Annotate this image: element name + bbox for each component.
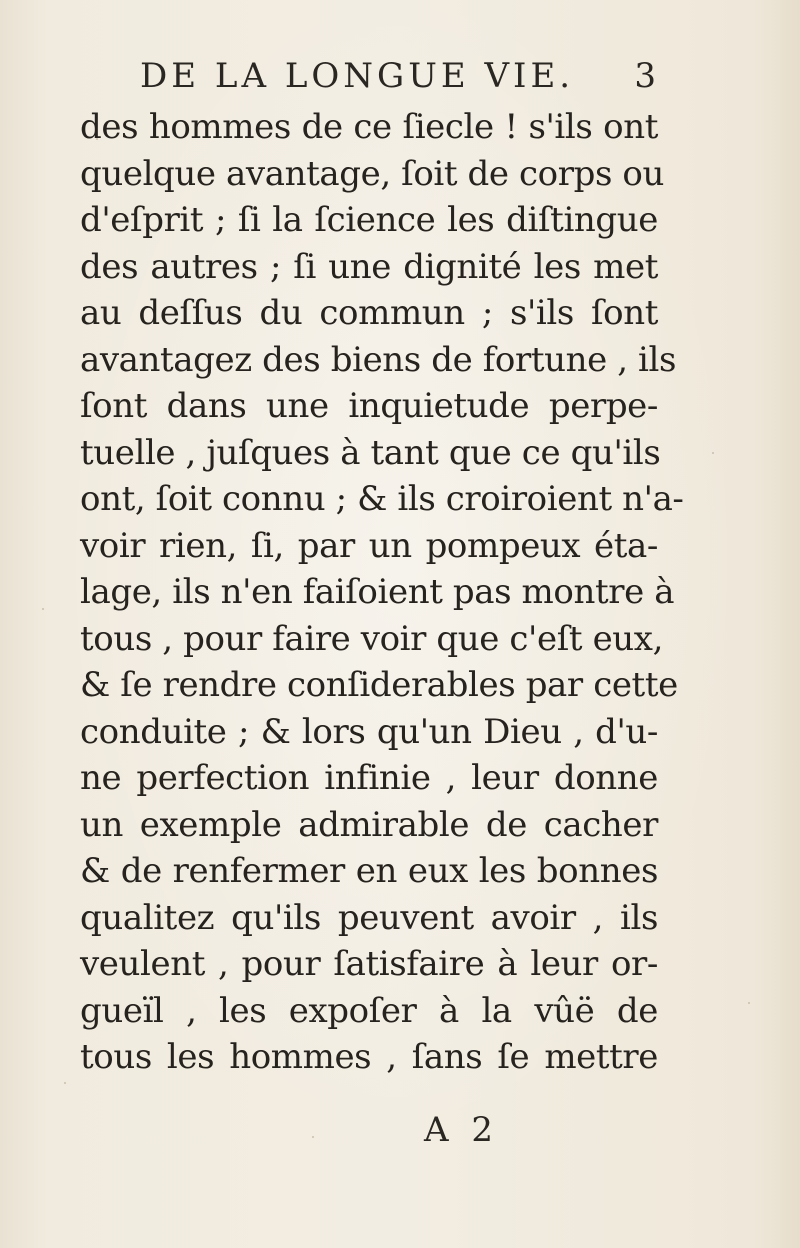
paper-speck: [64, 1082, 66, 1084]
text-line: des autres ; ſi une dignité les met: [80, 246, 658, 287]
text-line: qualitez qu'ils peuvent avoir , ils: [80, 897, 658, 938]
text-line: voir rien, ſi, par un pompeux éta-: [80, 525, 658, 566]
text-line: ſont dans une inquietude perpe-: [80, 386, 658, 426]
text-line: tuelle , juſques à tant que ce qu'ils: [80, 432, 661, 473]
text-line: des hommes de ce ſiecle ! s'ils ont: [80, 107, 658, 147]
text-line: un exemple admirable de cacher: [80, 804, 658, 845]
text-line: lage, ils n'en faiſoient pas montre à: [80, 572, 675, 612]
text-line: veulent , pour ſatisfaire à leur or-: [80, 944, 658, 984]
running-head: [140, 56, 660, 106]
text-line: conduite ; & lors qu'un Dieu , d'u-: [80, 711, 658, 752]
text-line: ne perfection infinie , leur donne: [80, 758, 658, 798]
text-line: tous , pour faire voir que c'eſt eux,: [80, 618, 663, 659]
text-line: gueïl , les expoſer à la vûë de: [80, 990, 658, 1031]
text-line: quelque avantage, ſoit de corps ou: [80, 153, 664, 194]
text-line: au deſſus du commun ; s'ils ſont: [80, 293, 658, 333]
text-line: tous les hommes , ſans ſe mettre: [80, 1037, 658, 1077]
paper-speck: [42, 608, 44, 610]
text-line: & de renfermer en eux les bonnes: [80, 851, 658, 891]
text-line: & ſe rendre conſiderables par cette: [80, 665, 678, 705]
signature-mark: A 2: [424, 1110, 499, 1150]
text-line: avantagez des biens de fortune , ils: [80, 339, 677, 380]
running-head-title: DE LA LONGUE VIE.: [140, 56, 575, 96]
paper-speck: [748, 1002, 750, 1004]
text-line: ont, ſoit connu ; & ils croiroient n'a-: [80, 479, 684, 519]
text-line: d'eſprit ; ſi la ſcience les diſtingue: [80, 200, 658, 240]
paper-speck: [712, 452, 714, 454]
paper-speck: [312, 1136, 314, 1138]
body-text: [80, 104, 684, 1081]
page-number: 3: [634, 56, 660, 96]
